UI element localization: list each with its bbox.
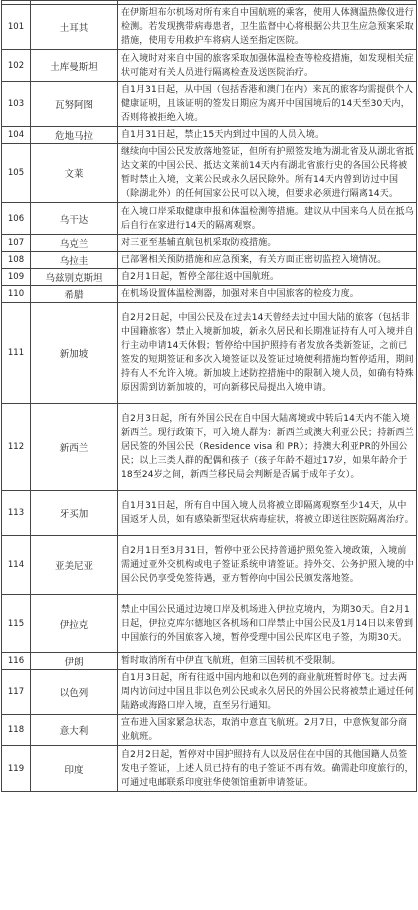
country-name: 土耳其 bbox=[31, 5, 118, 50]
measure-description: 已部署相关预防措施和应急预案，有关方面正密切监控入境情况。 bbox=[118, 252, 417, 269]
table-row bbox=[2, 286, 417, 303]
country-name: 意大利 bbox=[31, 715, 118, 746]
measure-description: 自1月31日起，从中国（包括香港和澳门在内）来瓦的旅客均需提供个人健康证明，且该证明的签发日期应为离开中国国境后的14天至30天内，否则将被拒绝入境。 bbox=[118, 82, 417, 127]
country-name: 危地马拉 bbox=[31, 127, 118, 144]
table-row bbox=[2, 50, 417, 82]
row-number: 117 bbox=[2, 670, 31, 715]
measure-description: 暂时取消所有中伊直飞航班，但第三国转机不受限制。 bbox=[118, 653, 417, 670]
measure-description: 禁止中国公民通过边境口岸及机场进入伊拉克境内，为期30天。自2月1日起，伊拉克库尔德地区各机场和口岸禁止中国公民及1月14日以来曾到中国旅行的外国旅客入境，暂停受理中国公民库区电子签，为期30天。 bbox=[118, 595, 417, 653]
row-number: 101 bbox=[2, 5, 31, 50]
table-row bbox=[2, 746, 417, 792]
row-number: 119 bbox=[2, 746, 31, 792]
row-number: 102 bbox=[2, 50, 31, 82]
measure-description: 自1月31日起，禁止15天内到过中国的人员入境。 bbox=[118, 127, 417, 144]
row-number: 118 bbox=[2, 715, 31, 746]
row-number: 112 bbox=[2, 404, 31, 491]
table-row bbox=[2, 203, 417, 235]
row-number: 116 bbox=[2, 653, 31, 670]
measure-description: 自2月1日至3月31日，暂停中亚公民持普通护照免签入境政策，入境前需通过亚外交机构或电子签证系统申请签证。持外交、公务护照入境的中国公民仍享受免签待遇，亚方暂停向中国公民颁发落地签。 bbox=[118, 536, 417, 595]
row-number: 109 bbox=[2, 269, 31, 286]
row-number: 107 bbox=[2, 235, 31, 252]
country-name: 乌拉圭 bbox=[31, 252, 118, 269]
table-row bbox=[2, 252, 417, 269]
measure-description: 宣布进入国家紧急状态，取消中意直飞航班。2月7日，中意恢复部分商业航班。 bbox=[118, 715, 417, 746]
country-name: 文莱 bbox=[31, 144, 118, 203]
country-name: 伊拉克 bbox=[31, 595, 118, 653]
country-name: 伊朗 bbox=[31, 653, 118, 670]
measure-description: 在入境时对来自中国的旅客采取加强体温检查等检疫措施，如发现相关症状可能对有关人员进行隔离检查及送医院治疗。 bbox=[118, 50, 417, 82]
measure-description: 自1月31日起，所有自中国入境人员将被立即隔离观察至少14天，从中国返牙人员，如有感染新型冠状病毒症状，将被立即送往医院隔离治疗。 bbox=[118, 491, 417, 536]
table-row bbox=[2, 404, 417, 491]
country-name: 乌兹别克斯坦 bbox=[31, 269, 118, 286]
country-name: 瓦努阿图 bbox=[31, 82, 118, 127]
row-number: 103 bbox=[2, 82, 31, 127]
table-row bbox=[2, 595, 417, 653]
table-row bbox=[2, 536, 417, 595]
row-number: 106 bbox=[2, 203, 31, 235]
country-name: 新加坡 bbox=[31, 303, 118, 404]
measure-description: 在入境口岸采取健康申报和体温检测等措施。建议从中国来乌人员在抵乌后自行在家进行14天的隔离观察。 bbox=[118, 203, 417, 235]
measure-description: 在机场设置体温检测器，加强对来自中国旅客的检疫力度。 bbox=[118, 286, 417, 303]
country-name: 亚美尼亚 bbox=[31, 536, 118, 595]
country-name: 希腊 bbox=[31, 286, 118, 303]
measure-description: 继续向中国公民发放落地签证，但所有护照签发地为湖北省及从湖北省抵达文莱的中国公民、抵达文莱前14天内有湖北省旅行史的各国公民将被暂时禁止入境，文莱公民或永久居民除外。所有14天内曾到访过中国（除湖北外）的任何国家公民可以入境，但要求必须进行隔离14天。 bbox=[118, 144, 417, 203]
country-name: 牙买加 bbox=[31, 491, 118, 536]
table-row bbox=[2, 653, 417, 670]
country-name: 土库曼斯坦 bbox=[31, 50, 118, 82]
measure-description: 自2月2日起，中国公民及在过去14天曾经去过中国大陆的旅客（包括非中国籍旅客）禁止入境新加坡，新永久居民和长期准证持有人可入境并自行主动申请14天休假；暂停给中国护照持有者发放各类新签证，之前已签发的短期签证和多次入境签证以及签证过境便利措施均暂停适用，期间持有人不允许入境。新加坡上述防控措施中的限制入境人员，如确有特殊原因需到访新加坡的，可向新移民局提出入境申请。 bbox=[118, 303, 417, 404]
row-number: 110 bbox=[2, 286, 31, 303]
measure-description: 对三亚至基辅直航包机采取防疫措施。 bbox=[118, 235, 417, 252]
measure-description: 自2月2日起，暂停对中国护照持有人以及居住在中国的其他国籍人员签发电子签证，上述人员已持有的电子签证不再有效。确需赴印度旅行的，可通过电邮联系印度驻华使领馆重新申请签证。 bbox=[118, 746, 417, 792]
country-name: 乌克兰 bbox=[31, 235, 118, 252]
row-number: 115 bbox=[2, 595, 31, 653]
country-name: 乌干达 bbox=[31, 203, 118, 235]
country-name: 以色列 bbox=[31, 670, 118, 715]
table-row bbox=[2, 303, 417, 404]
table-row bbox=[2, 5, 417, 50]
restrictions-table bbox=[1, 0, 417, 792]
row-number: 108 bbox=[2, 252, 31, 269]
measure-description: 自2月1日起，暂停全部往返中国航班。 bbox=[118, 269, 417, 286]
table-row bbox=[2, 670, 417, 715]
table-row bbox=[2, 144, 417, 203]
table-body bbox=[2, 1, 417, 792]
measure-description: 在伊斯坦布尔机场对所有来自中国航班的乘客，使用人体测温热像仪进行检测。若发现携带病毒患者，卫生监督中心将根据公共卫生应急预案采取措施，使用专用救护车将病人送至指定医院。 bbox=[118, 5, 417, 50]
table-row bbox=[2, 82, 417, 127]
row-number: 111 bbox=[2, 303, 31, 404]
table-row bbox=[2, 269, 417, 286]
country-name: 新西兰 bbox=[31, 404, 118, 491]
table-row bbox=[2, 235, 417, 252]
measure-description: 自1月3日起，所有往返中国内地和以色列的商业航班暂时停飞。过去两周内访问过中国且非以色列公民或永久居民的外国公民将被禁止通过任何陆路或海路口岸入境，直至另行通知。 bbox=[118, 670, 417, 715]
row-number: 113 bbox=[2, 491, 31, 536]
country-name: 印度 bbox=[31, 746, 118, 792]
row-number: 114 bbox=[2, 536, 31, 595]
table-row bbox=[2, 127, 417, 144]
table-row bbox=[2, 715, 417, 746]
row-number: 105 bbox=[2, 144, 31, 203]
row-number: 104 bbox=[2, 127, 31, 144]
measure-description: 自2月3日起，所有外国公民在自中国大陆离境或中转后14天内不能入境新西兰。现行政策下，可入境人群为：新西兰或澳大利亚公民；持新西兰居民签的外国公民（Residence visa 和 PR）；持澳大利亚PR的外国公民；以上三类人群的配偶和孩子（孩子年龄不超过17岁，如果年龄介于18至24岁之间，新西兰移民局会判断是否属于成年子女）。 bbox=[118, 404, 417, 491]
table-row bbox=[2, 491, 417, 536]
